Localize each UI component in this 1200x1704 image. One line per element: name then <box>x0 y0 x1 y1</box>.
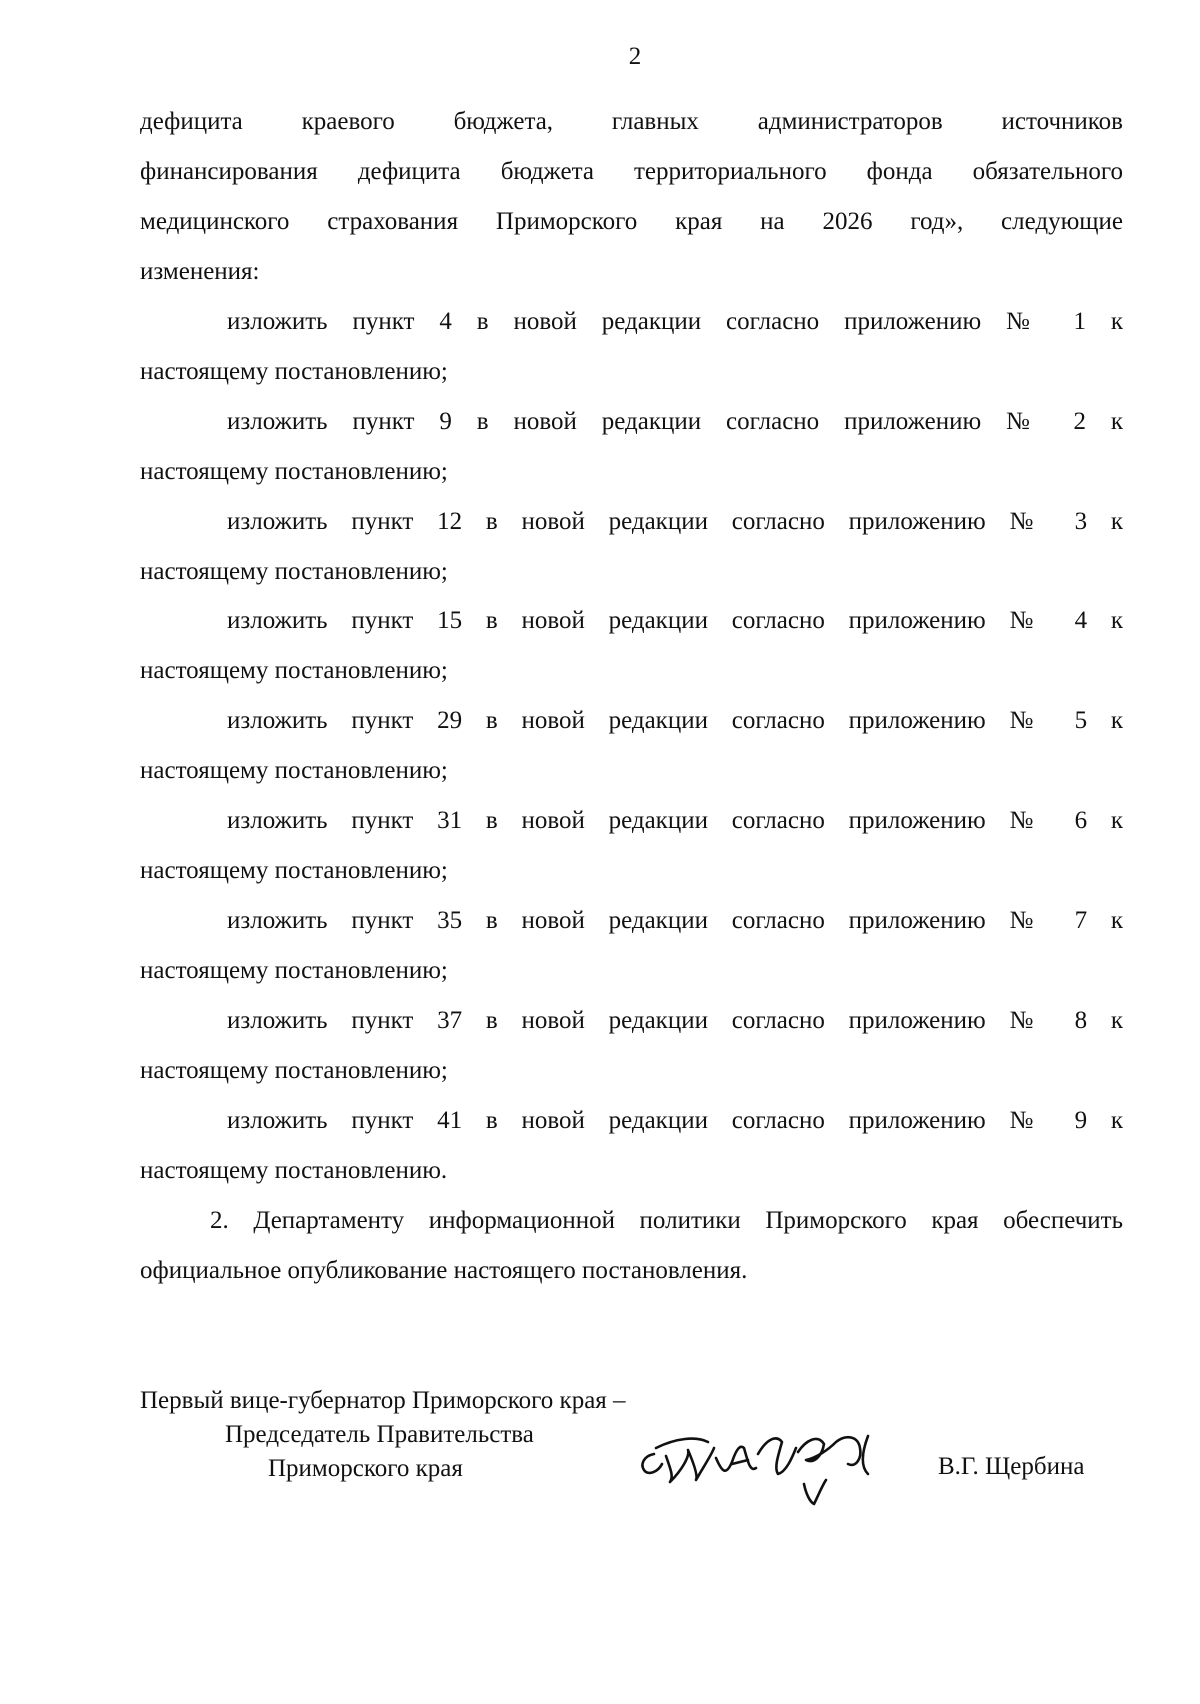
signatory-position: Первый вице-губернатор Приморского края – <box>140 1387 626 1414</box>
amendment-line: изложить пункт 9 в новой редакции согласно приложению № 2 к <box>227 408 1123 435</box>
amendment-continuation: настоящему постановлению; <box>140 757 448 784</box>
amendment-continuation: настоящему постановлению; <box>140 957 448 984</box>
handwritten-signature <box>636 1414 898 1514</box>
point-2-line: официальное опубликование настоящего постановления. <box>140 1257 748 1284</box>
amendment-line: изложить пункт 29 в новой редакции согласно приложению № 5 к <box>227 707 1123 734</box>
amendment-line: изложить пункт 12 в новой редакции согласно приложению № 3 к <box>227 508 1123 535</box>
signatory-position: Председатель Правительства <box>225 1421 534 1448</box>
amendment-line: изложить пункт 37 в новой редакции согласно приложению № 8 к <box>227 1007 1123 1034</box>
amendment-line: изложить пункт 41 в новой редакции согласно приложению № 9 к <box>227 1107 1123 1134</box>
amendment-line: изложить пункт 4 в новой редакции согласно приложению № 1 к <box>227 308 1123 335</box>
amendment-continuation: настоящему постановлению; <box>140 458 448 485</box>
intro-line: дефицита краевого бюджета, главных администраторов источников <box>140 108 1123 135</box>
amendment-line: изложить пункт 35 в новой редакции согласно приложению № 7 к <box>227 907 1123 934</box>
intro-line: финансирования дефицита бюджета территориального фонда обязательного <box>140 158 1123 185</box>
amendment-line: изложить пункт 31 в новой редакции согласно приложению № 6 к <box>227 807 1123 834</box>
amendment-continuation: настоящему постановлению; <box>140 857 448 884</box>
amendment-continuation: настоящему постановлению; <box>140 1057 448 1084</box>
amendment-line: изложить пункт 15 в новой редакции согласно приложению № 4 к <box>227 607 1123 634</box>
amendment-continuation: настоящему постановлению; <box>140 358 448 385</box>
signatory-position: Приморского края <box>268 1455 463 1482</box>
intro-line: изменения: <box>140 258 260 285</box>
signatory-name: В.Г. Щербина <box>938 1453 1085 1480</box>
amendment-continuation: настоящему постановлению. <box>140 1157 448 1184</box>
amendment-continuation: настоящему постановлению; <box>140 558 448 585</box>
amendment-continuation: настоящему постановлению; <box>140 657 448 684</box>
intro-line: медицинского страхования Приморского края на 2026 год», следующие <box>140 208 1123 235</box>
page-number: 2 <box>628 43 642 70</box>
point-2-line: 2. Департаменту информационной политики Приморского края обеспечить <box>210 1207 1123 1234</box>
